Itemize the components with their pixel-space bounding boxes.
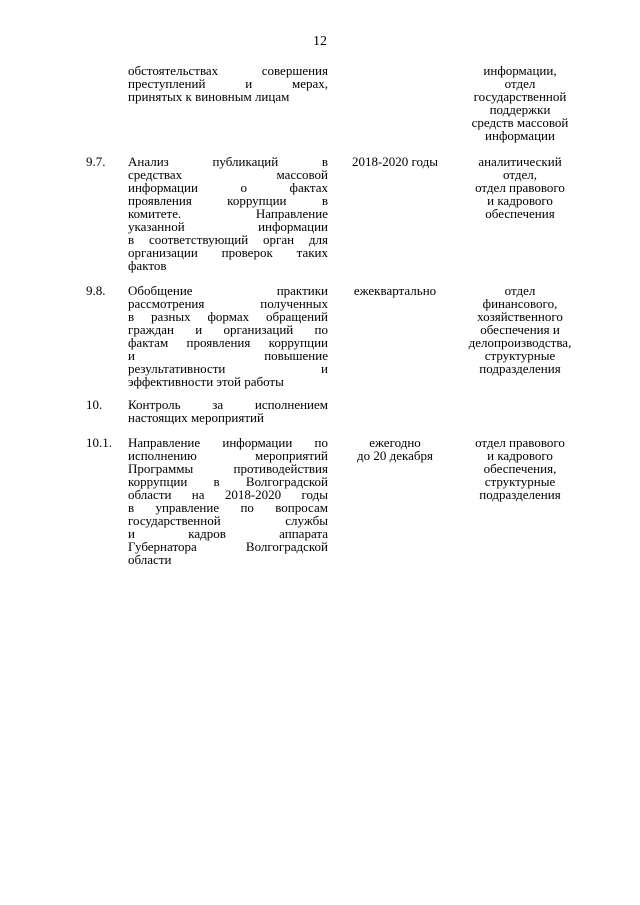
row-responsible	[456, 436, 584, 501]
responsible-line: подразделения	[479, 487, 561, 502]
description-line: области	[128, 552, 172, 567]
row-term	[338, 284, 452, 297]
description-line: принятых к виновным лицам	[128, 89, 290, 104]
description-line: результативности и	[128, 361, 328, 376]
responsible-line: хозяйственного	[477, 309, 563, 324]
responsible-line: делопроизводства,	[468, 335, 572, 350]
row-responsible	[456, 284, 584, 375]
row-responsible	[456, 64, 584, 142]
responsible-line: обеспечения и	[480, 322, 560, 337]
responsible-line: поддержки	[489, 102, 551, 117]
row-responsible	[456, 155, 584, 220]
row-description	[128, 284, 328, 388]
term-line: ежегодно	[369, 435, 421, 450]
description-line: преступлений и мерах,	[128, 76, 328, 91]
responsible-line: структурные	[484, 474, 556, 489]
responsible-line: структурные	[484, 348, 556, 363]
description-line: рассмотрения полученных	[128, 296, 328, 311]
page-number: 12	[313, 34, 327, 49]
responsible-line: обеспечения	[485, 206, 555, 221]
description-line: средствах массовой	[128, 167, 328, 182]
term-line: до 20 декабря	[357, 448, 433, 463]
responsible-line: аналитический	[478, 154, 562, 169]
description-line: Обобщение практики	[128, 283, 328, 298]
description-line: государственной службы	[128, 513, 328, 528]
description-line: информации о фактах	[128, 180, 328, 195]
row-number: 10.	[86, 397, 103, 412]
responsible-line: и кадрового	[487, 193, 553, 208]
row-number: 9.7.	[86, 154, 106, 169]
responsible-line: средств массовой	[471, 115, 569, 130]
description-line: Направление информации по	[128, 435, 328, 450]
description-line: области на 2018-2020 годы	[128, 487, 328, 502]
row-term	[338, 155, 452, 168]
description-line: в соответствующий орган для	[128, 232, 328, 247]
responsible-line: обеспечения,	[483, 461, 557, 476]
responsible-line: информации,	[483, 63, 557, 78]
description-line: проявления коррупции в	[128, 193, 328, 208]
responsible-line: отдел,	[503, 167, 537, 182]
row-term	[338, 436, 452, 462]
responsible-line: отдел	[504, 76, 536, 91]
responsible-line: и кадрового	[487, 448, 553, 463]
description-line: фактов	[128, 258, 167, 273]
description-line: указанной информации	[128, 219, 328, 234]
responsible-line: подразделения	[479, 361, 561, 376]
description-line: и кадров аппарата	[128, 526, 328, 541]
description-line: комитете. Направление	[128, 206, 328, 221]
responsible-line: отдел правового	[475, 435, 565, 450]
responsible-line: финансового,	[482, 296, 558, 311]
responsible-line: государственной	[473, 89, 567, 104]
description-line: настоящих мероприятий	[128, 410, 264, 425]
responsible-line: отдел	[504, 283, 536, 298]
term-line: ежеквартально	[353, 283, 437, 298]
description-line: исполнению мероприятий	[128, 448, 328, 463]
row-description	[128, 398, 328, 424]
responsible-line: отдел правового	[475, 180, 565, 195]
description-line: граждан и организаций по	[128, 322, 328, 337]
description-line: фактам проявления коррупции	[128, 335, 328, 350]
description-line: в разных формах обращений	[128, 309, 328, 324]
row-number: 9.8.	[86, 283, 106, 298]
row-number: 10.1.	[86, 435, 112, 450]
row-description	[128, 64, 328, 103]
description-line: эффективности этой работы	[128, 374, 284, 389]
responsible-line: информации	[485, 128, 555, 143]
description-line: коррупции в Волгоградской	[128, 474, 328, 489]
description-line: Контроль за исполнением	[128, 397, 328, 412]
row-description	[128, 436, 328, 566]
row-description	[128, 155, 328, 272]
description-line: в управление по вопросам	[128, 500, 328, 515]
term-line: 2018-2020 годы	[351, 154, 439, 169]
description-line: организации проверок таких	[128, 245, 328, 260]
description-line: и повышение	[128, 348, 328, 363]
description-line: обстоятельствах совершения	[128, 63, 328, 78]
description-line: Губернатора Волгоградской	[128, 539, 328, 554]
description-line: Анализ публикаций в	[128, 154, 328, 169]
description-line: Программы противодействия	[128, 461, 328, 476]
